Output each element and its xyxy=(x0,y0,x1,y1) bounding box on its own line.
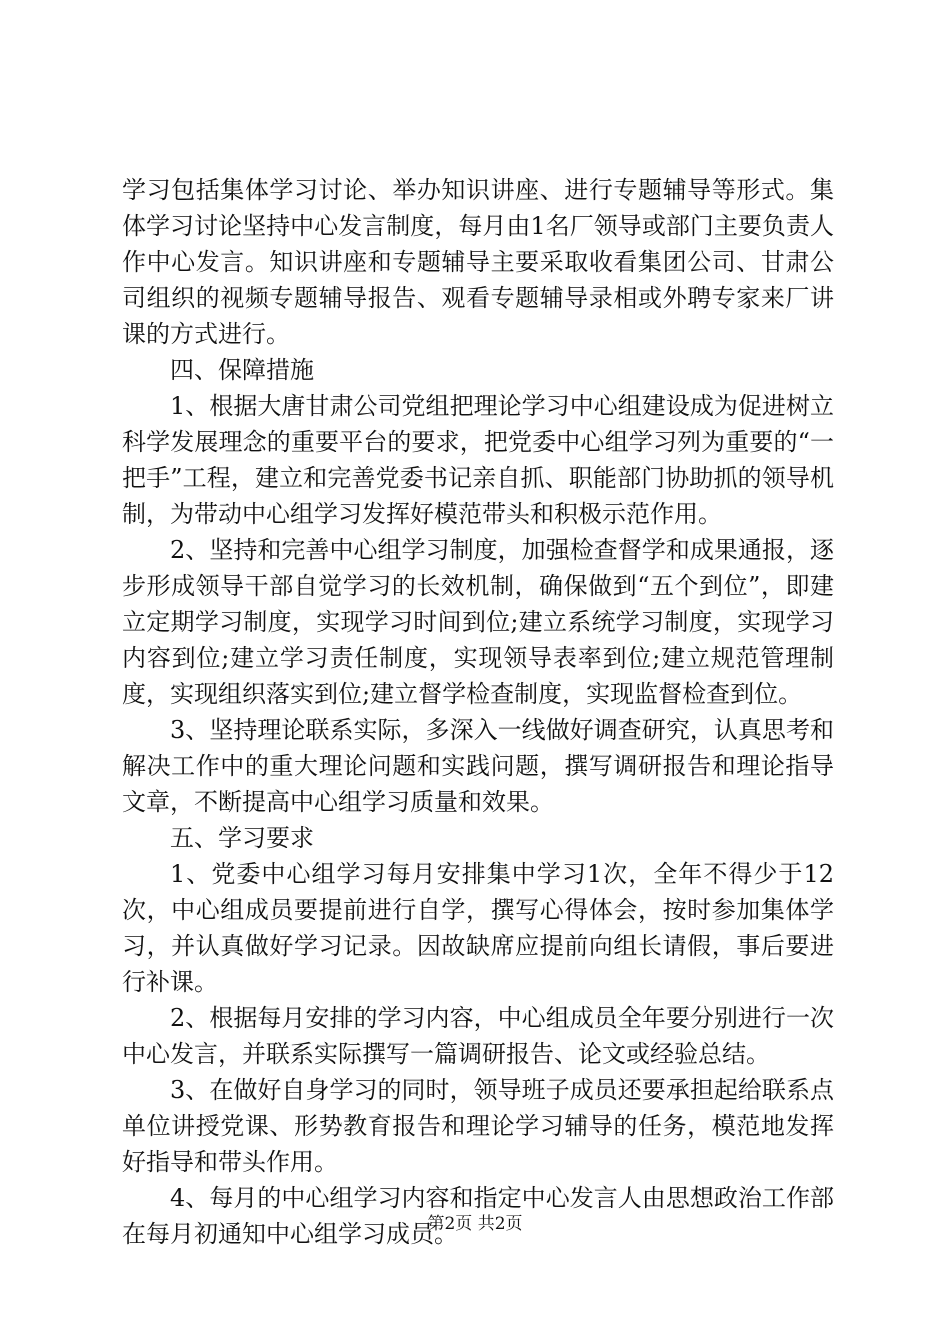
page-number-label: 第2页 共2页 xyxy=(427,1214,523,1234)
paragraph-measure-1: 1、根据大唐甘肃公司党组把理论学习中心组建设成为促进树立科学发展理念的重要平台的要求，把党委中心组学习列为重要的“一把手”工程，建立和完善党委书记亲自抓、职能部门协助抓的领导机制，为带动中心组学习发挥好模范带头和积极示范作用。 xyxy=(122,392,834,528)
section-heading-5: 五、学习要求 xyxy=(170,824,314,852)
paragraph-requirement-2: 2、根据每月安排的学习内容，中心组成员全年要分别进行一次中心发言，并联系实际撰写一篇调研报告、论文或经验总结。 xyxy=(122,1004,834,1068)
paragraph-requirement-4: 4、每月的中心组学习内容和指定中心发言人由思想政治工作部在每月初通知中心组学习成员。 xyxy=(122,1184,834,1248)
paragraph-1: 学习包括集体学习讨论、举办知识讲座、进行专题辅导等形式。集体学习讨论坚持中心发言制度，每月由1名厂领导或部门主要负责人作中心发言。知识讲座和专题辅导主要采取收看集团公司、甘肃公司组织的视频专题辅导报告、观看专题辅导录相或外聘专家来厂讲课的方式进行。 xyxy=(122,176,834,348)
paragraph-measure-2: 2、坚持和完善中心组学习制度，加强检查督学和成果通报，逐步形成领导干部自觉学习的长效机制，确保做到“五个到位”，即建立定期学习制度，实现学习时间到位;建立系统学习制度，实现学习内容到位;建立学习责任制度，实现领导表率到位;建立规范管理制度，实现组织落实到位;建立督学检查制度，实现监督检查到位。 xyxy=(122,536,834,708)
section-heading-4: 四、保障措施 xyxy=(170,356,314,384)
page-footer xyxy=(0,1212,950,1236)
paragraph-requirement-1: 1、党委中心组学习每月安排集中学习1次，全年不得少于12次，中心组成员要提前进行自学，撰写心得体会，按时参加集体学习，并认真做好学习记录。因故缺席应提前向组长请假，事后要进行补课。 xyxy=(122,860,834,996)
paragraph-requirement-3: 3、在做好自身学习的同时，领导班子成员还要承担起给联系点单位讲授党课、形势教育报告和理论学习辅导的任务，模范地发挥好指导和带头作用。 xyxy=(122,1076,834,1176)
paragraph-measure-3: 3、坚持理论联系实际，多深入一线做好调查研究，认真思考和解决工作中的重大理论问题和实践问题，撰写调研报告和理论指导文章，不断提高中心组学习质量和效果。 xyxy=(122,716,834,816)
document-body xyxy=(122,172,834,1252)
